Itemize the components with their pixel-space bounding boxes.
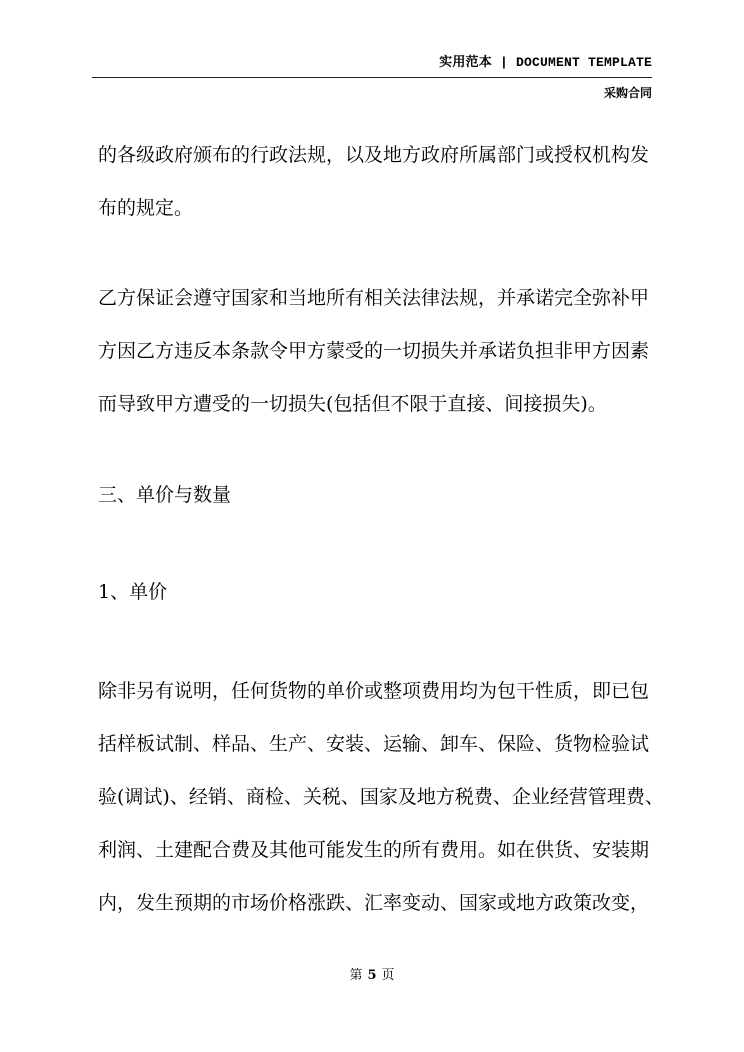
subsection-heading <box>98 566 658 619</box>
paragraph-unit-price <box>98 665 664 930</box>
section-heading <box>98 469 658 522</box>
text-line: 括样板试制、样品、生产、安装、运输、卸车、保险、货物检验试 <box>98 733 650 755</box>
text-line: 除非另有说明，任何货物的单价或整项费用均为包干性质，即已包 <box>98 680 650 702</box>
text-line: 方因乙方违反本条款令甲方蒙受的一切损失并承诺负担非甲方因素 <box>98 340 650 362</box>
header-subtitle: 采购合同 <box>603 86 652 100</box>
footer-prefix: 第 <box>349 968 363 983</box>
text-line: 的各级政府颁布的行政法规，以及地方政府所属部门或授权机构发 <box>98 144 650 166</box>
text-line: 内，发生预期的市场价格涨跌、汇率变动、国家或地方政策改变， <box>98 892 650 914</box>
page-number: 5 <box>367 968 377 983</box>
text-line: 利润、土建配合费及其他可能发生的所有费用。如在供货、安装期 <box>98 839 650 861</box>
footer-suffix: 页 <box>381 968 395 983</box>
header-title: 实用范本 | DOCUMENT TEMPLATE <box>439 55 652 70</box>
text-line: 布的规定。 <box>98 197 194 219</box>
section-heading-text: 三、单价与数量 <box>98 484 232 506</box>
text-line: 而导致甲方遭受的一切损失(包括但不限于直接、间接损失)。 <box>98 393 607 415</box>
header-divider <box>92 77 652 78</box>
subsection-heading-text: 1、单价 <box>98 581 168 603</box>
paragraph-compliance <box>98 272 658 431</box>
text-line: 验(调试)、经销、商检、关税、国家及地方税费、企业经营管理费、 <box>98 786 664 808</box>
text-line: 乙方保证会遵守国家和当地所有相关法律法规，并承诺完全弥补甲 <box>98 287 650 309</box>
paragraph-regulations <box>98 129 658 235</box>
page-footer <box>0 964 744 983</box>
